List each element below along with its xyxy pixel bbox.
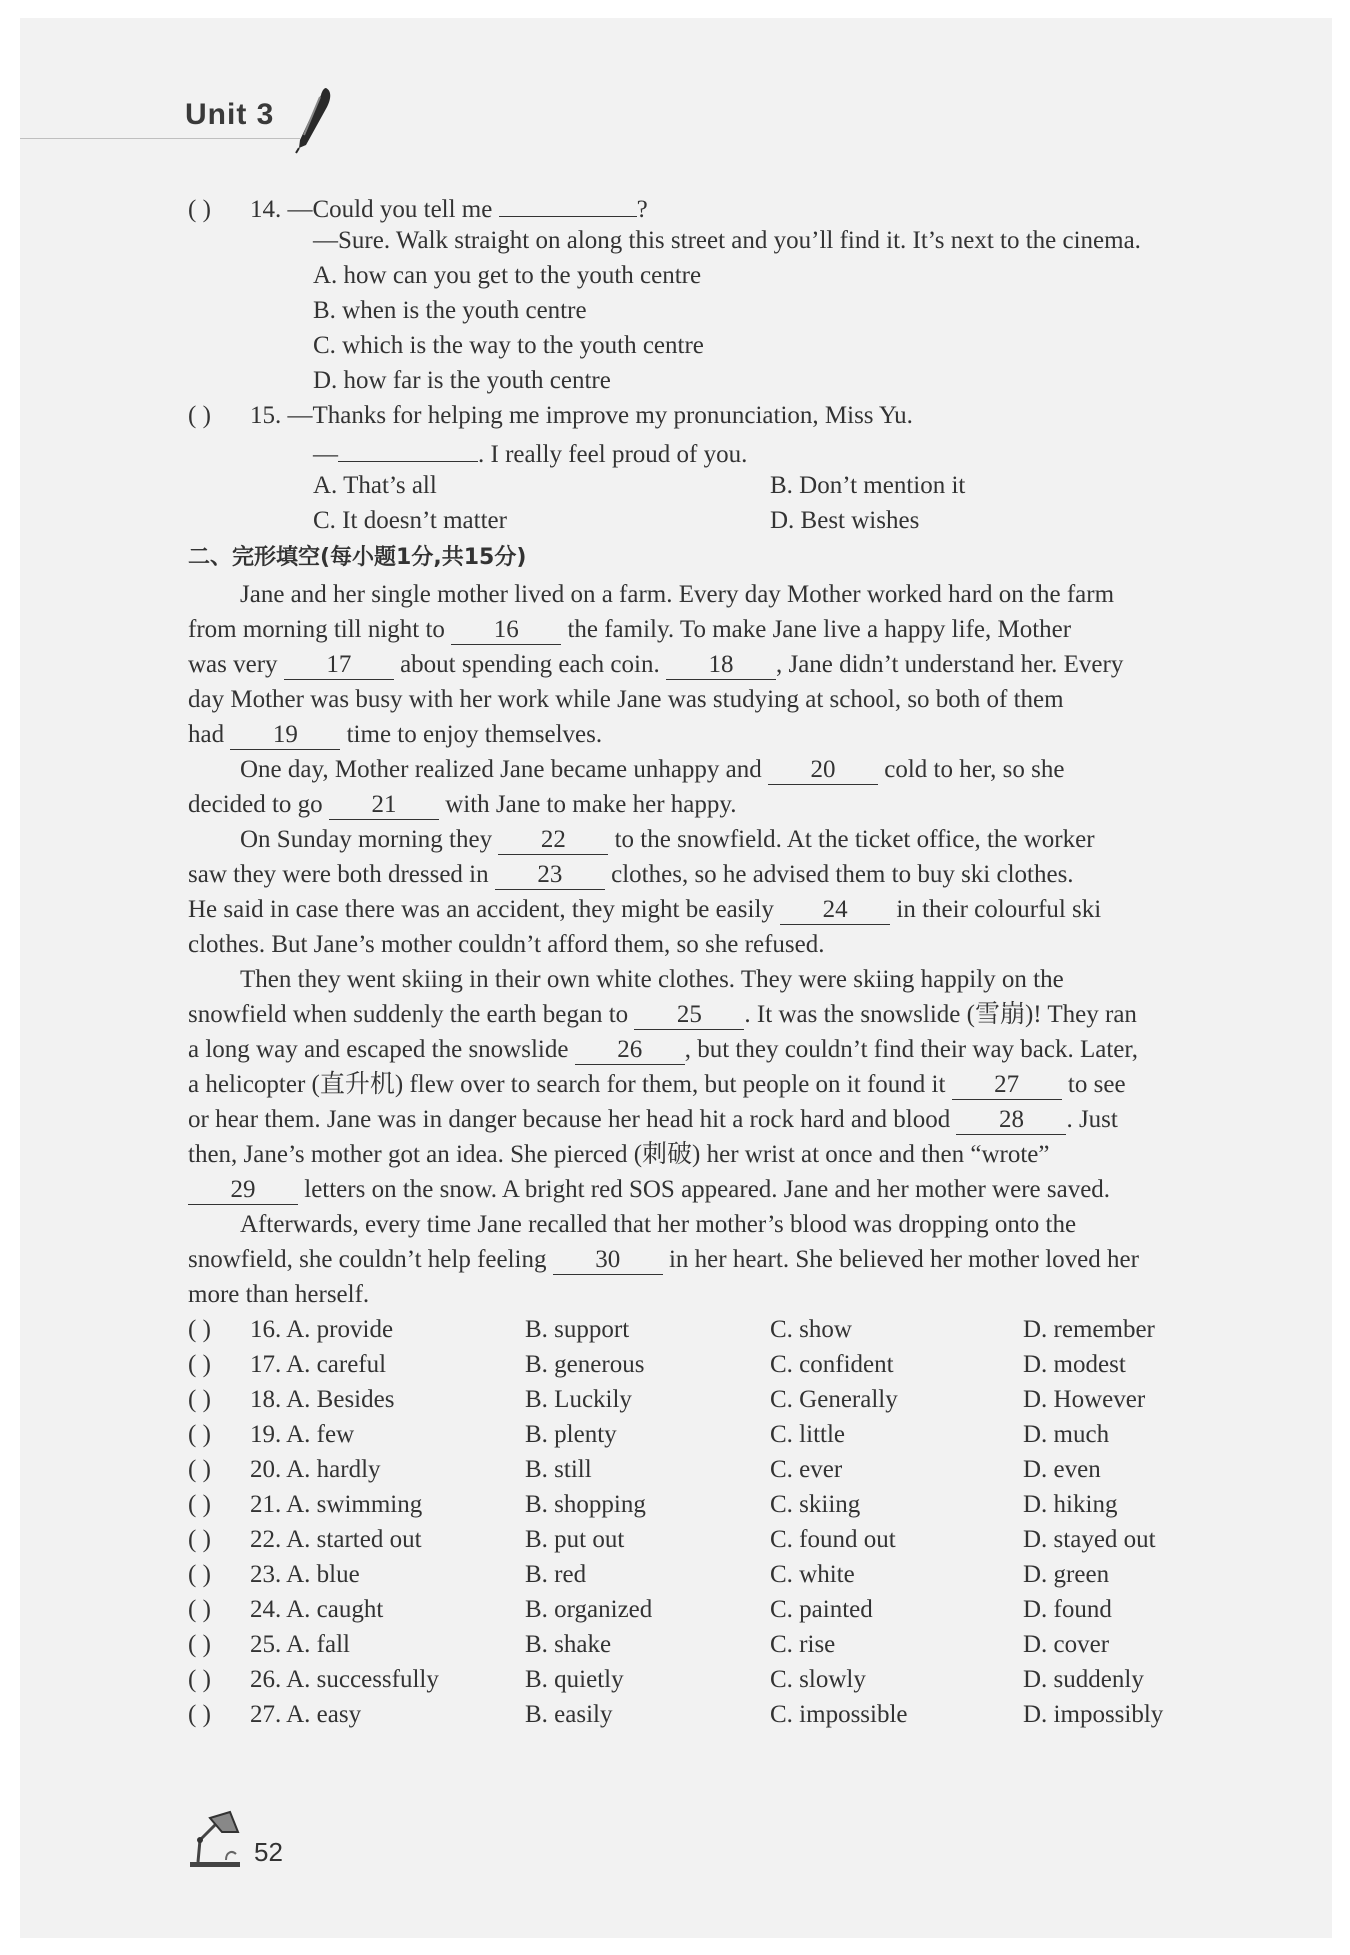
answer-bracket[interactable]: ( ) — [188, 1526, 211, 1553]
option-d: D. even — [1023, 1456, 1101, 1483]
q15-option-c: C. It doesn’t matter — [313, 507, 507, 534]
answer-bracket[interactable]: ( ) — [188, 402, 211, 429]
option-row — [188, 1347, 1223, 1382]
option-row — [188, 1452, 1223, 1487]
option-a — [188, 1627, 350, 1662]
option-row — [188, 1557, 1223, 1592]
question-number: 17. — [250, 1351, 282, 1378]
option-c: C. found out — [770, 1526, 896, 1553]
option-b: B. quietly — [525, 1666, 624, 1693]
option-d: D. green — [1023, 1561, 1110, 1588]
passage-line: from morning till night to 16 the family. To make Jane live a happy life, Mother — [188, 616, 1072, 643]
q15-option-a: A. That’s all — [313, 472, 437, 499]
question-number: 20. — [250, 1456, 282, 1483]
passage-line: day Mother was busy with her work while Jane was studying at school, so both of them — [188, 686, 1064, 713]
option-row — [188, 1417, 1223, 1452]
blank-30[interactable]: 30 — [553, 1246, 663, 1275]
choice-a: A. hardly — [286, 1456, 381, 1483]
q15-option-d: D. Best wishes — [770, 507, 920, 534]
choice-a: A. fall — [286, 1631, 350, 1658]
question-number: 14. — [250, 196, 282, 223]
option-b: B. still — [525, 1456, 592, 1483]
option-b: B. put out — [525, 1526, 625, 1553]
question-prompt: —Thanks for helping me improve my pronunciation, Miss Yu. — [287, 402, 913, 429]
blank-29[interactable]: 29 — [188, 1176, 298, 1205]
option-a — [188, 1662, 439, 1697]
blank-19[interactable]: 19 — [230, 721, 340, 750]
option-b: B. plenty — [525, 1421, 617, 1448]
blank-22[interactable]: 22 — [498, 826, 608, 855]
desk-lamp-icon — [188, 1810, 244, 1868]
option-c: C. impossible — [770, 1701, 908, 1728]
header-rule — [20, 138, 300, 139]
option-a — [188, 1522, 422, 1557]
page-footer — [188, 1810, 283, 1868]
blank-16[interactable]: 16 — [451, 616, 561, 645]
answer-bracket[interactable]: ( ) — [188, 1456, 211, 1483]
q14-option-a: A. how can you get to the youth centre — [313, 262, 702, 289]
answer-blank[interactable] — [338, 433, 478, 462]
option-c: C. show — [770, 1316, 852, 1343]
option-c: C. Generally — [770, 1386, 898, 1413]
q14-option-d: D. how far is the youth centre — [313, 367, 611, 394]
q15-options-row2 — [188, 503, 1223, 538]
choice-a: A. successfully — [286, 1666, 439, 1693]
answer-bracket[interactable]: ( ) — [188, 1561, 211, 1588]
question-number: 21. — [250, 1491, 282, 1518]
question-15 — [188, 398, 1223, 433]
worksheet-content — [188, 188, 1223, 1732]
question-14 — [188, 188, 1223, 223]
passage-line: a long way and escaped the snowslide 26 , but they couldn’t find their way back. Later, — [188, 1036, 1138, 1063]
question-prompt: —Could you tell me — [287, 196, 493, 223]
option-a — [188, 1452, 381, 1487]
passage-line: saw they were both dressed in 23 clothes, so he advised them to buy ski clothes. — [188, 861, 1074, 888]
passage-line: a helicopter (直升机) flew over to search for them, but people on it found it 27 to see — [188, 1071, 1126, 1098]
option-c: C. painted — [770, 1596, 873, 1623]
question-number: 25. — [250, 1631, 282, 1658]
passage-line: or hear them. Jane was in danger because her head hit a rock hard and blood 28 . Just — [188, 1106, 1118, 1133]
option-row — [188, 1382, 1223, 1417]
section-title: 二、完形填空(每小题1分,共15分) — [188, 545, 527, 570]
passage-line: He said in case there was an accident, they might be easily 24 in their colourful ski — [188, 896, 1102, 923]
unit-title: Unit 3 — [185, 98, 275, 131]
passage-line: then, Jane’s mother got an idea. She pierced (刺破) her wrist at once and then “wrote” — [188, 1141, 1050, 1168]
answer-bracket[interactable]: ( ) — [188, 196, 211, 223]
blank-28[interactable]: 28 — [956, 1106, 1066, 1135]
choice-a: A. easy — [286, 1701, 362, 1728]
passage-line: more than herself. — [188, 1281, 370, 1308]
passage-line: snowfield when suddenly the earth began to 25 . It was the snowslide (雪崩)! They ran — [188, 1001, 1137, 1028]
option-d: D. remember — [1023, 1316, 1155, 1343]
passage-line: was very 17 about spending each coin. 18 , Jane didn’t understand her. Every — [188, 651, 1124, 678]
answer-bracket[interactable]: ( ) — [188, 1386, 211, 1413]
q14-option-b: B. when is the youth centre — [313, 297, 587, 324]
option-a — [188, 1347, 386, 1382]
option-row — [188, 1662, 1223, 1697]
option-b: B. red — [525, 1561, 587, 1588]
question-number: 23. — [250, 1561, 282, 1588]
q15-options-row1 — [188, 468, 1223, 503]
option-row — [188, 1487, 1223, 1522]
question-number: 16. — [250, 1316, 282, 1343]
passage-line: On Sunday morning they 22 to the snowfield. At the ticket office, the worker — [240, 826, 1095, 853]
option-c: C. slowly — [770, 1666, 866, 1693]
option-row — [188, 1627, 1223, 1662]
option-b: B. organized — [525, 1596, 653, 1623]
blank-17[interactable]: 17 — [284, 651, 394, 680]
option-a — [188, 1417, 354, 1452]
choice-a: A. Besides — [286, 1386, 395, 1413]
answer-bracket[interactable]: ( ) — [188, 1701, 211, 1728]
question-number: 26. — [250, 1666, 282, 1693]
option-row — [188, 1697, 1223, 1732]
option-d: D. However — [1023, 1386, 1146, 1413]
option-row — [188, 1592, 1223, 1627]
answer-blank[interactable] — [499, 188, 637, 217]
option-b: B. Luckily — [525, 1386, 632, 1413]
option-row — [188, 1522, 1223, 1557]
option-d: D. modest — [1023, 1351, 1126, 1378]
option-b: B. support — [525, 1316, 630, 1343]
question-number: 22. — [250, 1526, 282, 1553]
option-d: D. found — [1023, 1596, 1112, 1623]
option-c: C. little — [770, 1421, 845, 1448]
option-d: D. stayed out — [1023, 1526, 1156, 1553]
passage-line: Afterwards, every time Jane recalled that her mother’s blood was dropping onto the — [240, 1211, 1077, 1238]
answer-bracket[interactable]: ( ) — [188, 1421, 211, 1448]
blank-26[interactable]: 26 — [575, 1036, 685, 1065]
q15-reply — [188, 433, 1223, 468]
option-a — [188, 1697, 361, 1732]
option-a — [188, 1592, 383, 1627]
blank-25[interactable]: 25 — [634, 1001, 744, 1030]
passage-line: decided to go 21 with Jane to make her happy. — [188, 791, 737, 818]
answer-bracket[interactable]: ( ) — [188, 1316, 211, 1343]
q14-option-c: C. which is the way to the youth centre — [313, 332, 704, 359]
pen-icon — [290, 85, 335, 155]
answer-bracket[interactable]: ( ) — [188, 1631, 211, 1658]
question-number: 24. — [250, 1596, 282, 1623]
page-number: 52 — [254, 1837, 283, 1867]
choice-a: A. few — [286, 1421, 355, 1448]
option-b: B. shopping — [525, 1491, 646, 1518]
q15-option-b: B. Don’t mention it — [770, 472, 966, 499]
answer-bracket[interactable]: ( ) — [188, 1351, 211, 1378]
answer-bracket[interactable]: ( ) — [188, 1491, 211, 1518]
answer-bracket[interactable]: ( ) — [188, 1596, 211, 1623]
choice-a: A. careful — [286, 1351, 387, 1378]
choice-a: A. started out — [286, 1526, 422, 1553]
passage-line: had 19 time to enjoy themselves. — [188, 721, 603, 748]
option-a — [188, 1487, 422, 1522]
blank-23[interactable]: 23 — [495, 861, 605, 890]
option-c: C. rise — [770, 1631, 836, 1658]
question-number: 27. — [250, 1701, 282, 1728]
options-list — [188, 1312, 1223, 1732]
blank-24[interactable]: 24 — [780, 896, 890, 925]
blank-27[interactable]: 27 — [952, 1071, 1062, 1100]
option-a — [188, 1557, 360, 1592]
option-a — [188, 1312, 393, 1347]
question-number: 19. — [250, 1421, 282, 1448]
option-c: C. ever — [770, 1456, 843, 1483]
option-d: D. hiking — [1023, 1491, 1118, 1518]
option-d: D. cover — [1023, 1631, 1110, 1658]
option-d: D. much — [1023, 1421, 1110, 1448]
option-a — [188, 1382, 394, 1417]
option-b: B. generous — [525, 1351, 645, 1378]
passage-line: snowfield, she couldn’t help feeling 30 in her heart. She believed her mother loved her — [188, 1246, 1139, 1273]
choice-a: A. provide — [286, 1316, 394, 1343]
choice-a: A. caught — [286, 1596, 384, 1623]
blank-20[interactable]: 20 — [768, 756, 878, 785]
option-b: B. easily — [525, 1701, 613, 1728]
question-mark: ? — [636, 196, 648, 223]
option-d: D. impossibly — [1023, 1701, 1164, 1728]
passage-line: Jane and her single mother lived on a farm. Every day Mother worked hard on the farm — [240, 581, 1115, 608]
choice-a: A. blue — [286, 1561, 360, 1588]
answer-bracket[interactable]: ( ) — [188, 1666, 211, 1693]
option-c: C. confident — [770, 1351, 894, 1378]
question-number: 15. — [250, 402, 282, 429]
blank-21[interactable]: 21 — [329, 791, 439, 820]
blank-18[interactable]: 18 — [666, 651, 776, 680]
reply-text: . I really feel proud of you. — [478, 441, 748, 468]
option-d: D. suddenly — [1023, 1666, 1144, 1693]
passage-line: One day, Mother realized Jane became unhappy and 20 cold to her, so she — [240, 756, 1065, 783]
dash: — — [313, 441, 338, 468]
option-b: B. shake — [525, 1631, 612, 1658]
option-c: C. skiing — [770, 1491, 861, 1518]
passage-line: clothes. But Jane’s mother couldn’t afford them, so she refused. — [188, 931, 825, 958]
choice-a: A. swimming — [286, 1491, 423, 1518]
option-row — [188, 1312, 1223, 1347]
passage-line: 29 letters on the snow. A bright red SOS appeared. Jane and her mother were saved. — [188, 1172, 1223, 1207]
question-number: 18. — [250, 1386, 282, 1413]
option-c: C. white — [770, 1561, 855, 1588]
q14-reply: —Sure. Walk straight on along this street and you’ll find it. It’s next to the cinema. — [313, 227, 1141, 254]
passage-line: Then they went skiing in their own white clothes. They were skiing happily on the — [240, 966, 1064, 993]
